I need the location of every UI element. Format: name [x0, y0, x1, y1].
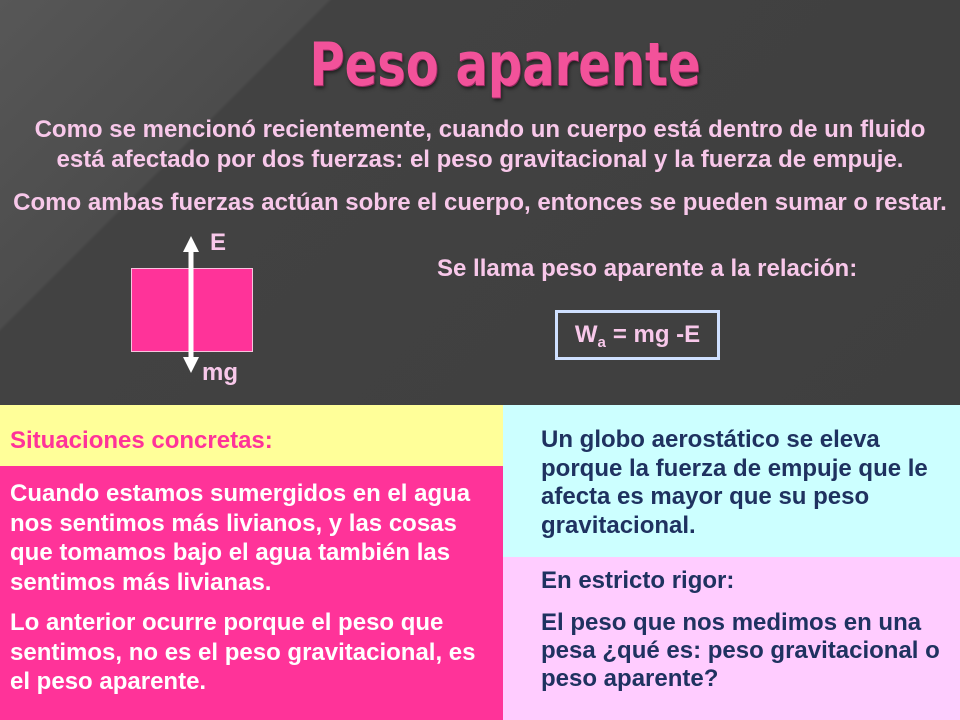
situations-box	[0, 466, 503, 720]
relation-caption: Se llama peso aparente a la relación:	[437, 255, 858, 282]
buoyancy-force-label: E	[210, 229, 227, 256]
situations-paragraph: Cuando estamos sumergidos en el agua nos sentimos más livianos, y las cosas que tomamos bajo el agua también las sentimos más livianas.	[10, 480, 471, 597]
balloon-text: Un globo aerostático se eleva porque la fuerza de empuje que le afecta es mayor que su peso gravitacional.	[541, 426, 928, 540]
intro-paragraph-sum: Como ambas fuerzas actúan sobre el cuerpo, entonces se pueden sumar o restar.	[13, 189, 947, 216]
formula-right-side: = mg -E	[612, 321, 701, 348]
situations-heading: Situaciones concretas:	[10, 427, 273, 454]
up-arrowhead-icon	[183, 236, 199, 252]
situations-paragraph: Lo anterior ocurre porque el peso que sentimos, no es el peso gravitacional, es el peso aparente.	[10, 608, 476, 696]
intro-paragraph-forces: Como se mencionó recientemente, cuando un cuerpo está dentro de un fluido está afectado por dos fuerzas: el peso gravitacional y la fuerza de empuje.	[34, 116, 926, 173]
formula-symbol: W	[574, 321, 598, 348]
formula-box	[555, 310, 720, 360]
balloon-box	[503, 405, 960, 557]
weight-force-label: mg	[202, 359, 238, 386]
question-box	[503, 557, 960, 720]
slide-title: Peso aparente	[309, 30, 701, 100]
down-arrowhead-icon	[183, 357, 199, 373]
situations-heading-box	[0, 405, 503, 466]
question-text: El peso que nos medimos en una pesa ¿qué es: peso gravitacional o peso aparente?	[541, 609, 940, 692]
formula-subscript: a	[597, 334, 606, 351]
question-heading: En estricto rigor:	[541, 567, 735, 594]
